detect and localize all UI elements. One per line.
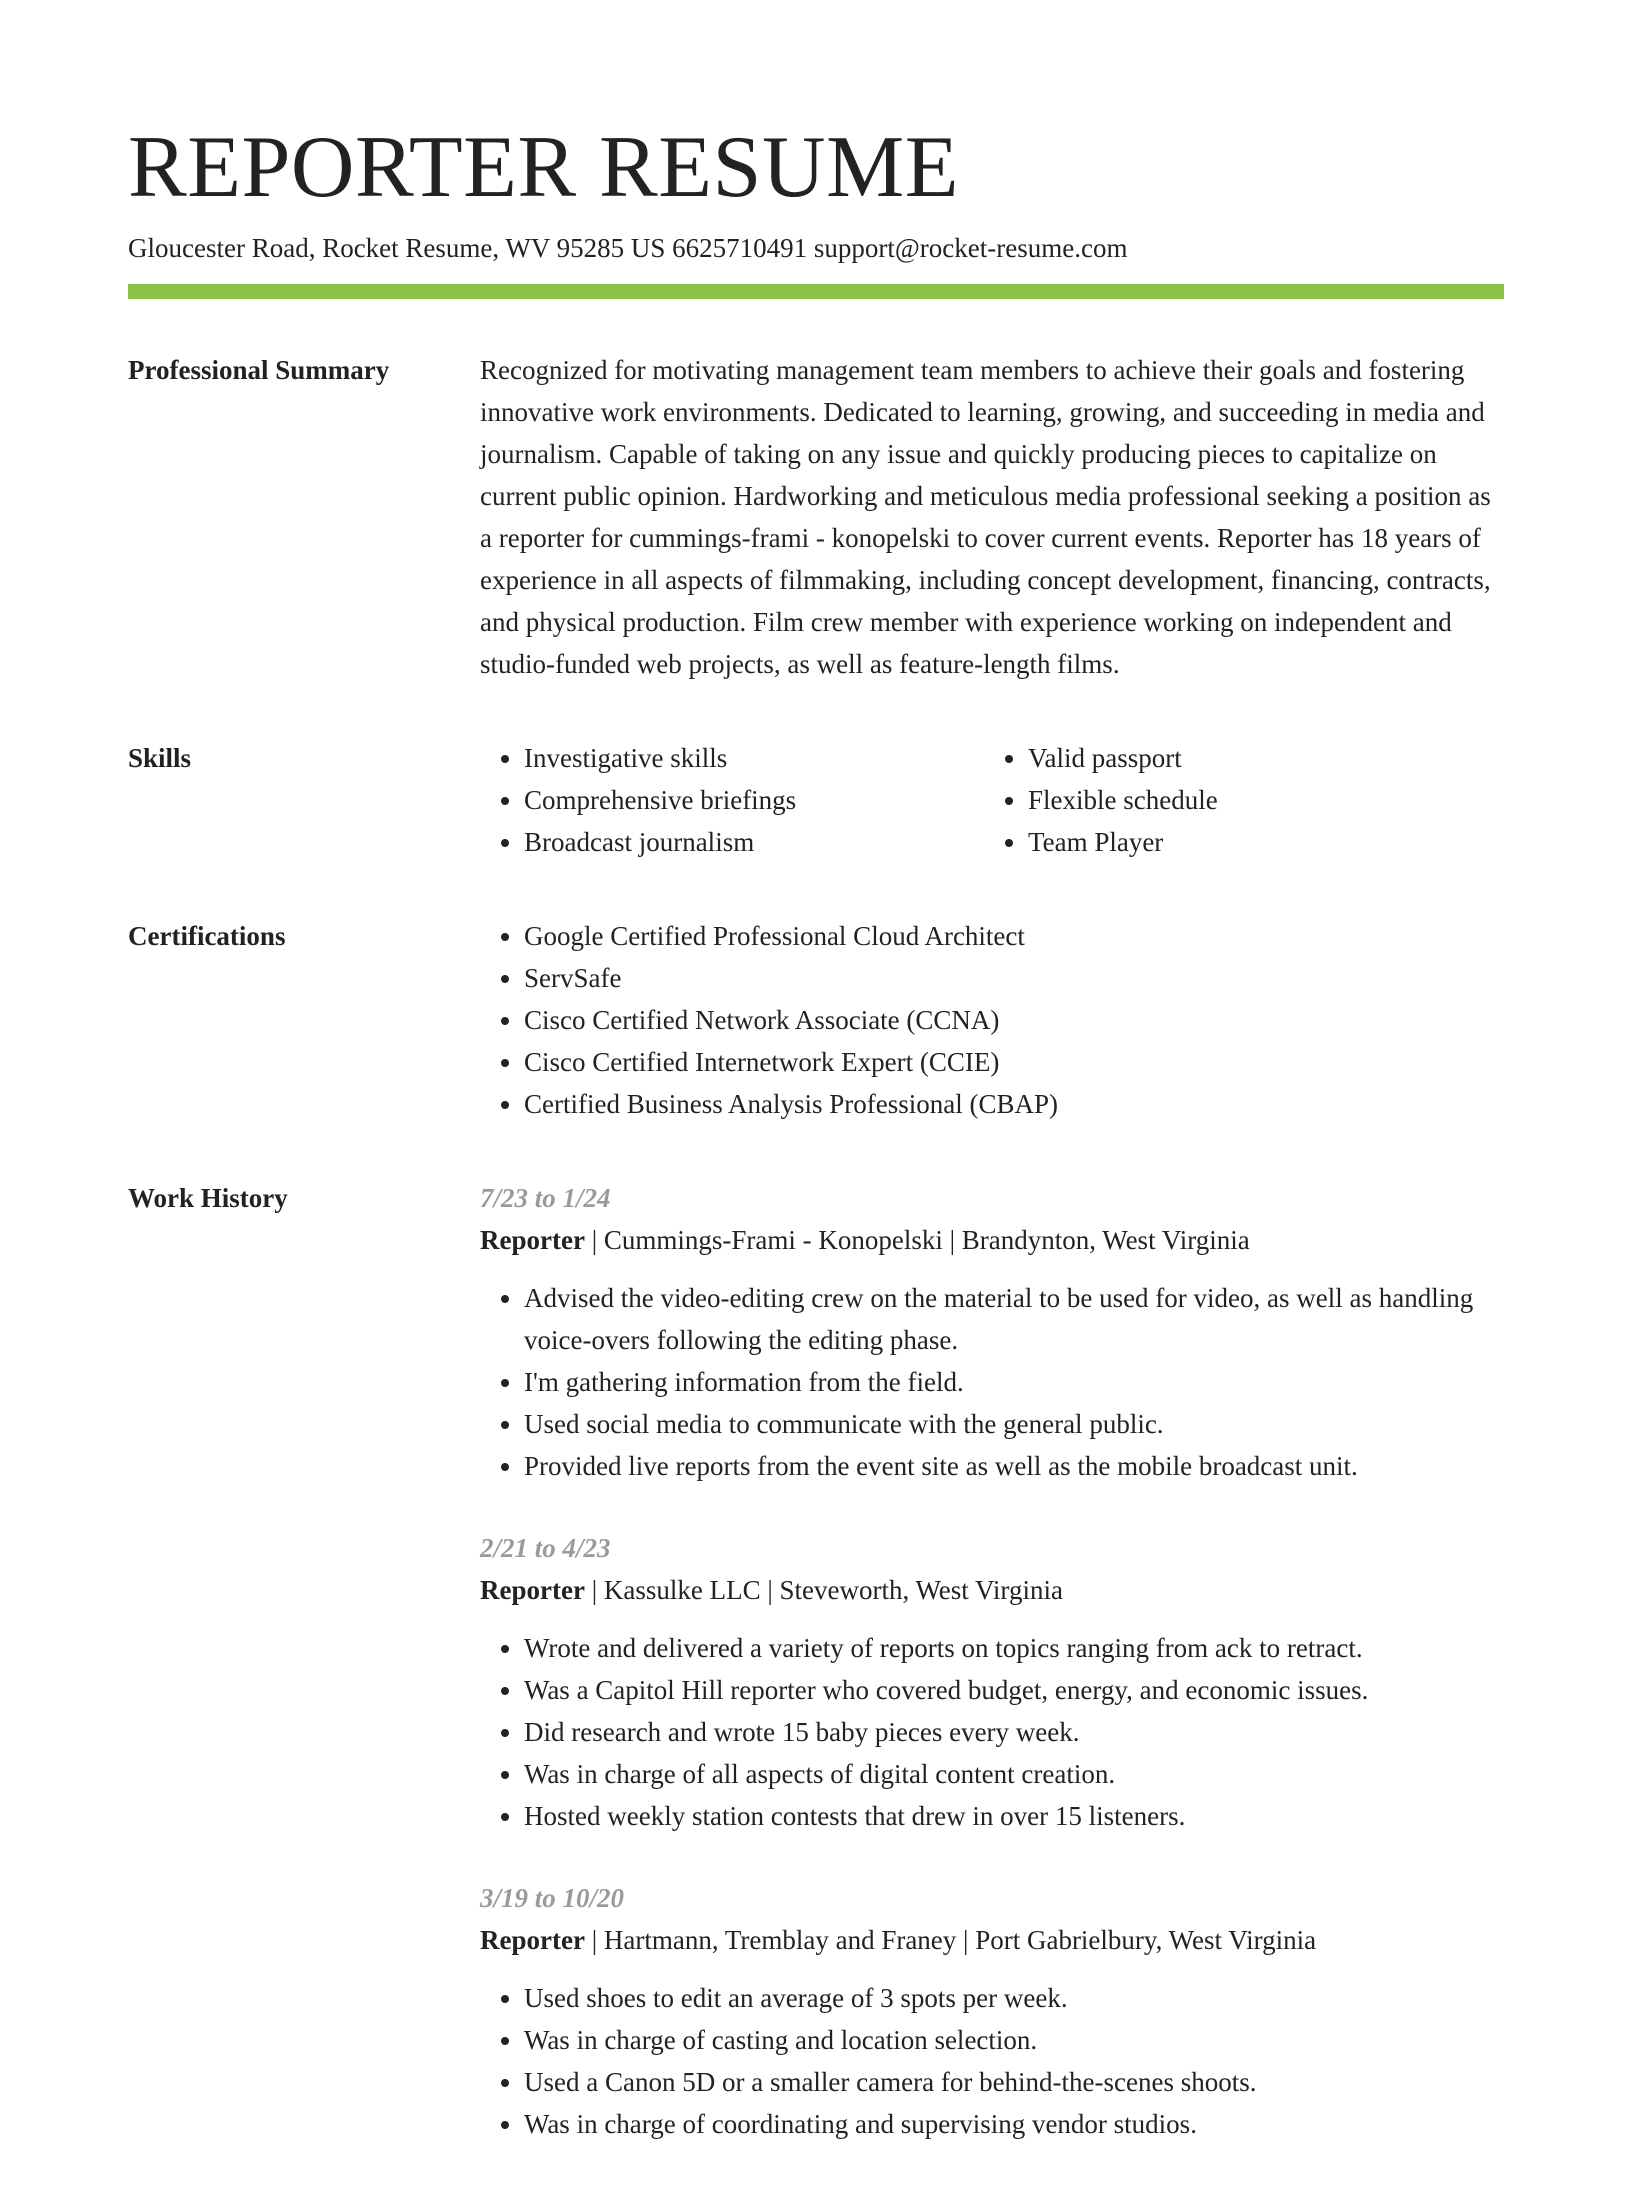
job-bullet: • Used social media to communicate with the general public. <box>524 1403 1504 1445</box>
job-bullet: • Hosted weekly station contests that drew in over 15 listeners. <box>524 1795 1504 1837</box>
job-bullet: • Was in charge of all aspects of digital content creation. <box>524 1753 1504 1795</box>
job-bullets <box>480 1277 1504 1487</box>
skill-item: • Broadcast journalism <box>524 821 984 863</box>
resume-page <box>128 118 1504 2185</box>
job-entry <box>480 1527 1504 1837</box>
job-employer-location: | Hartmann, Tremblay and Franey | Port Gabrielbury, West Virginia <box>584 1925 1317 1955</box>
job-bullet: • Wrote and delivered a variety of reports on topics ranging from ack to retract. <box>524 1627 1504 1669</box>
job-bullet: • Was a Capitol Hill reporter who covered budget, energy, and economic issues. <box>524 1669 1504 1711</box>
job-heading <box>480 1219 1504 1261</box>
job-bullet: • Advised the video-editing crew on the material to be used for video, as well as handling voice-overs following the editing phase. <box>524 1277 1504 1361</box>
summary-text: Recognized for motivating management team members to achieve their goals and fostering innovative work environments. Dedicated to learning, growing, and succeeding in media and journalism. Capable of taking on any issue and quickly producing pieces to capitalize on current public opinion. Hardworking and meticulous media professional seeking a position as a reporter for cummings-frami - konopelski to cover current events. Reporter has 18 years of experience in all aspects of filmmaking, including concept development, financing, contracts, and physical production. Film crew member with experience working on independent and studio-funded web projects, as well as feature-length films. <box>480 355 1491 679</box>
section-label-summary: Professional Summary <box>128 355 390 385</box>
skill-item: • Team Player <box>1028 821 1488 863</box>
skill-item: • Comprehensive briefings <box>524 779 984 821</box>
job-bullets <box>480 1977 1504 2145</box>
skill-item: • Flexible schedule <box>1028 779 1488 821</box>
job-entry <box>480 1877 1504 2145</box>
skills-section <box>128 737 1504 863</box>
skill-item: • Investigative skills <box>524 737 984 779</box>
skills-list-left <box>480 737 984 863</box>
job-heading <box>480 1919 1504 1961</box>
job-dates: 7/23 to 1/24 <box>480 1183 611 1213</box>
job-title: Reporter <box>480 1225 585 1255</box>
skill-item: • Valid passport <box>1028 737 1488 779</box>
certification-item: • Certified Business Analysis Professional (CBAP) <box>524 1083 1504 1125</box>
job-bullet: • Did research and wrote 15 baby pieces every week. <box>524 1711 1504 1753</box>
job-employer-location: | Cummings-Frami - Konopelski | Brandynton, West Virginia <box>584 1225 1250 1255</box>
job-title: Reporter <box>480 1575 585 1605</box>
job-title: Reporter <box>480 1925 585 1955</box>
job-entry <box>480 1177 1504 1487</box>
job-bullet: • Used shoes to edit an average of 3 spots per week. <box>524 1977 1504 2019</box>
certification-item: • Cisco Certified Internetwork Expert (CCIE) <box>524 1041 1504 1083</box>
job-heading <box>480 1569 1504 1611</box>
job-dates: 2/21 to 4/23 <box>480 1533 611 1563</box>
section-label-skills: Skills <box>128 743 192 773</box>
job-bullet: • Was in charge of casting and location selection. <box>524 2019 1504 2061</box>
job-bullet: • I'm gathering information from the field. <box>524 1361 1504 1403</box>
job-dates: 3/19 to 10/20 <box>480 1883 625 1913</box>
resume-title: REPORTER RESUME <box>128 119 959 216</box>
certifications-list <box>480 915 1504 1125</box>
accent-divider <box>128 284 1504 299</box>
section-label-certifications: Certifications <box>128 921 286 951</box>
certification-item: • ServSafe <box>524 957 1504 999</box>
job-bullet: • Provided live reports from the event site as well as the mobile broadcast unit. <box>524 1445 1504 1487</box>
job-bullets <box>480 1627 1504 1837</box>
work-history-section <box>128 1177 1504 2185</box>
certifications-section <box>128 915 1504 1125</box>
job-employer-location: | Kassulke LLC | Steveworth, West Virginia <box>584 1575 1063 1605</box>
summary-section <box>128 349 1504 685</box>
certification-item: • Google Certified Professional Cloud Architect <box>524 915 1504 957</box>
contact-line: Gloucester Road, Rocket Resume, WV 95285 US 6625710491 support@rocket-resume.com <box>128 233 1128 263</box>
section-label-work-history: Work History <box>128 1183 288 1213</box>
job-bullet: • Used a Canon 5D or a smaller camera for behind-the-scenes shoots. <box>524 2061 1504 2103</box>
job-bullet: • Was in charge of coordinating and supervising vendor studios. <box>524 2103 1504 2145</box>
skills-list-right <box>984 737 1488 863</box>
certification-item: • Cisco Certified Network Associate (CCNA) <box>524 999 1504 1041</box>
